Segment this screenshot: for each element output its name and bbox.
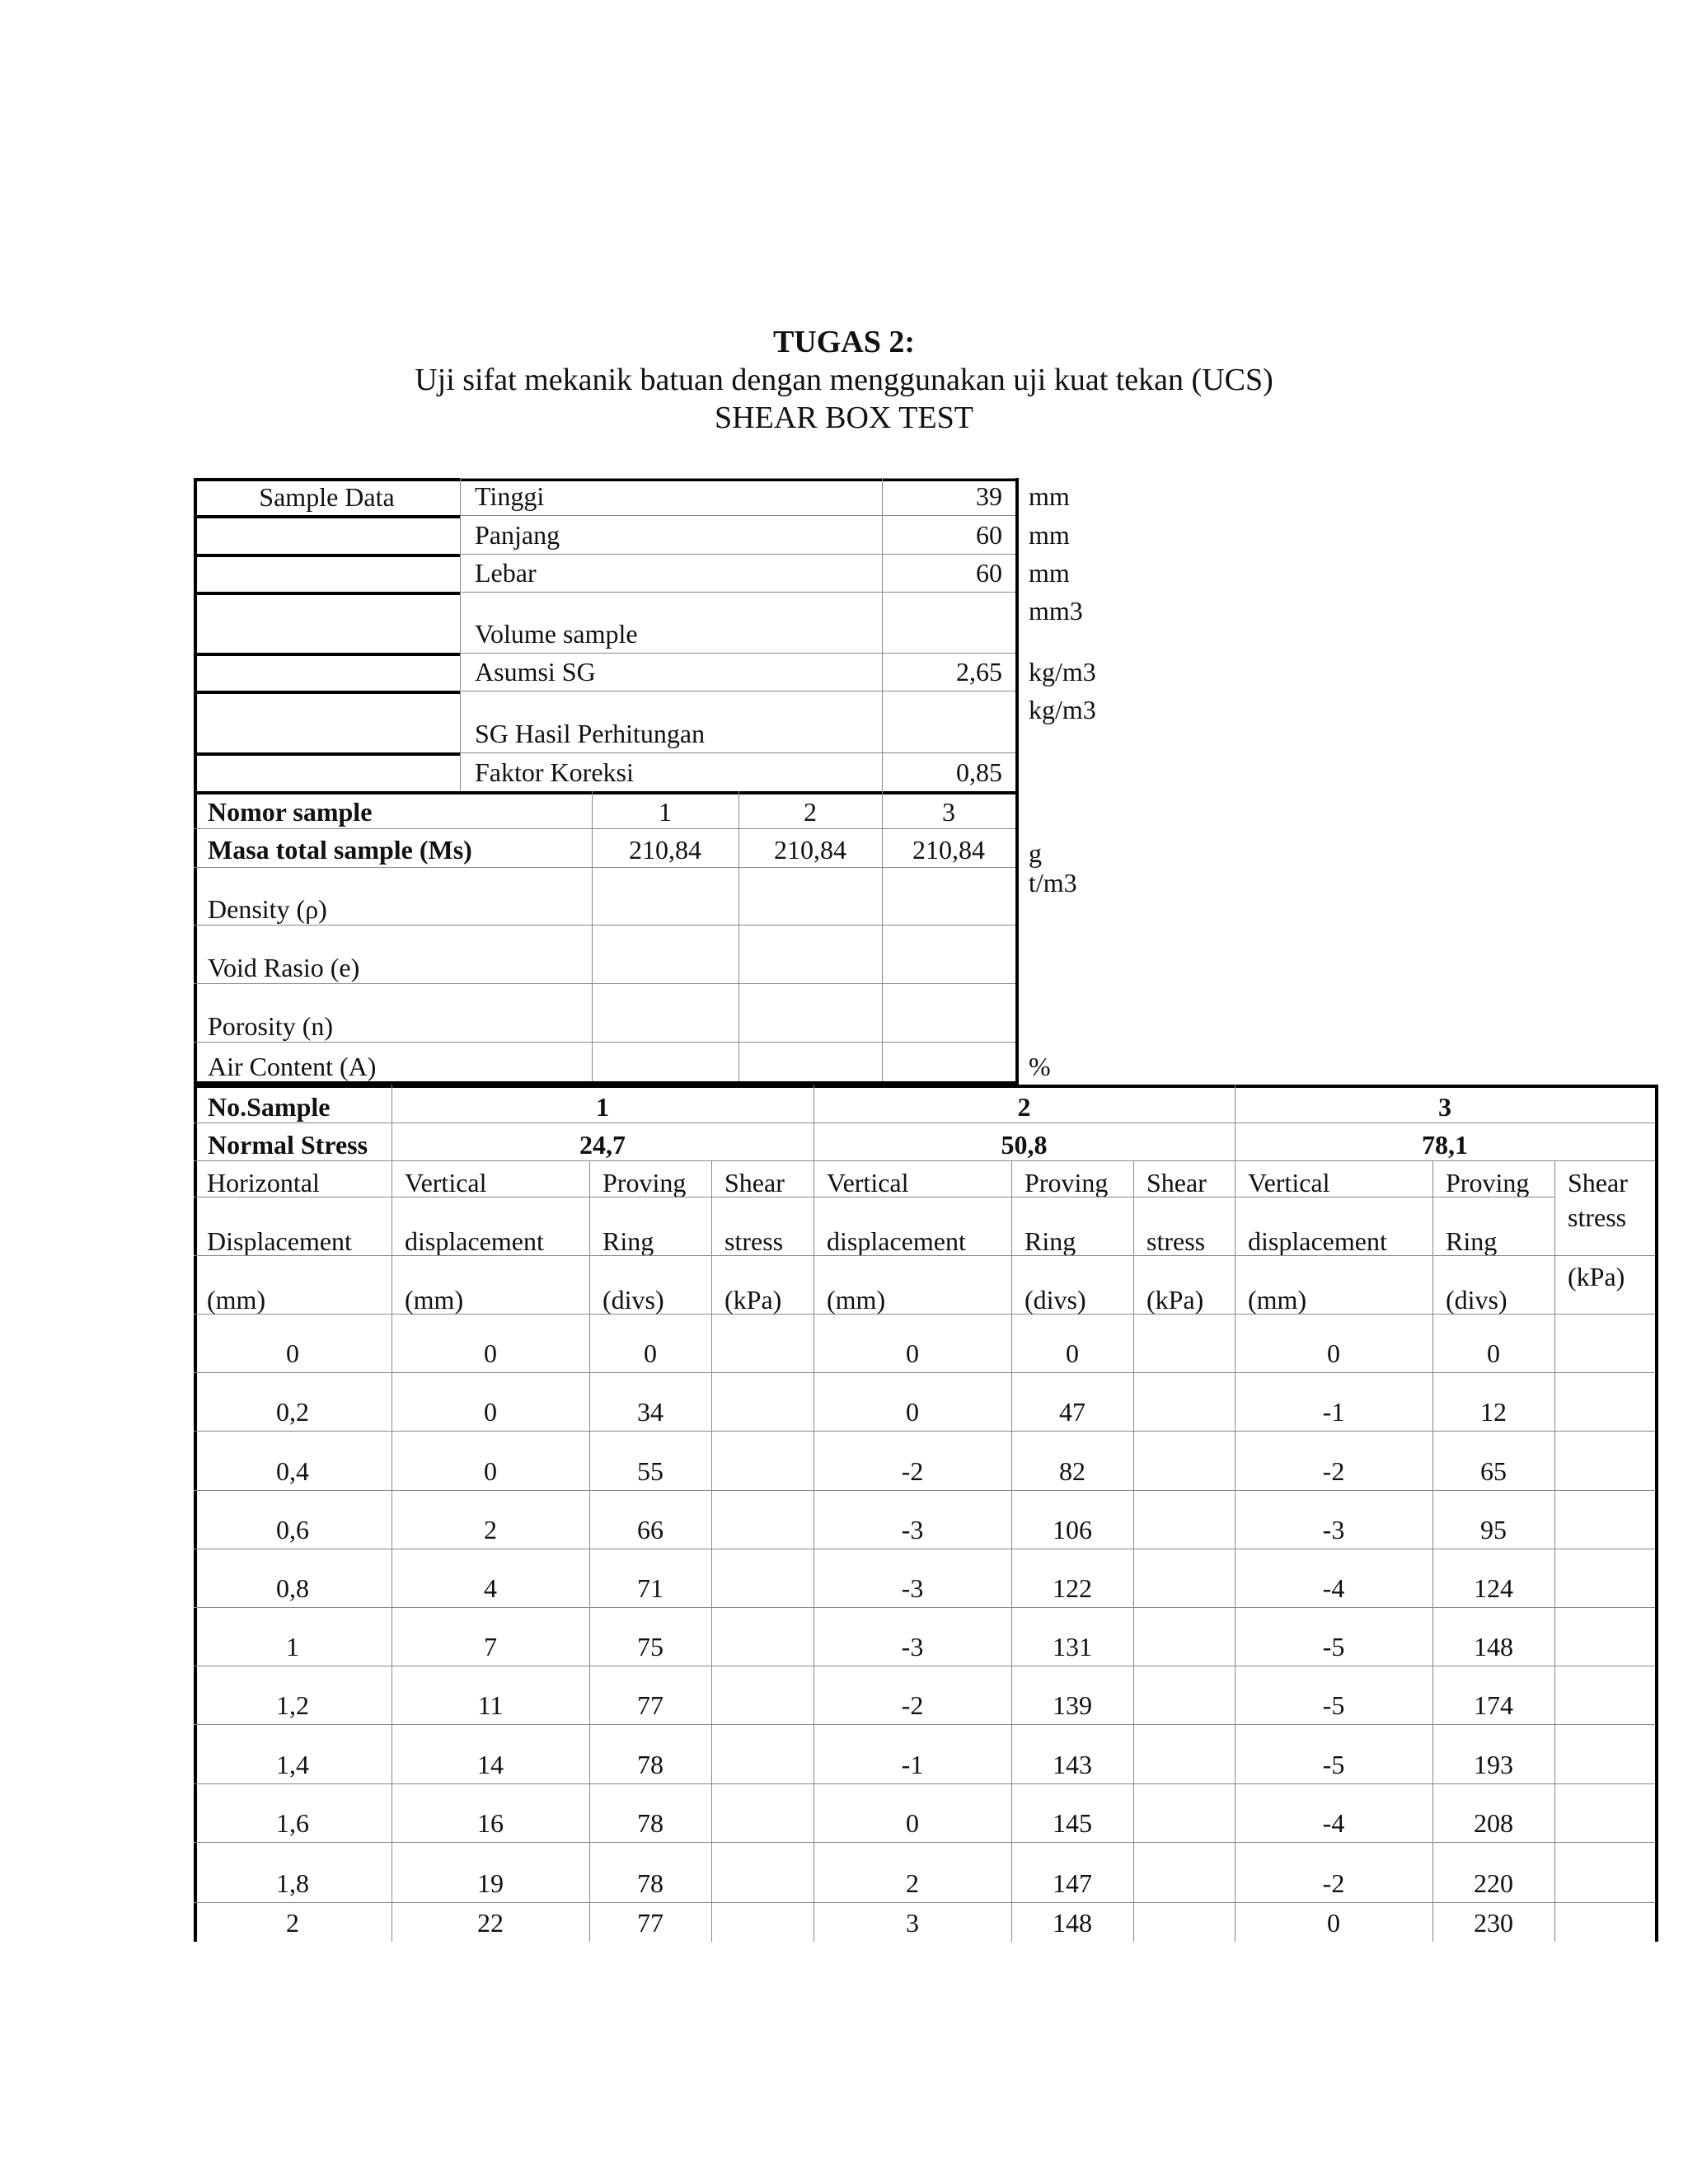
table-cell: 14 [477, 1749, 504, 1779]
row-border [194, 1842, 1655, 1843]
table-cell: 0 [1066, 1338, 1079, 1369]
sample-data-value: 60 [976, 520, 1002, 550]
table-cell: 16 [477, 1807, 504, 1838]
column-border [1554, 1160, 1555, 1942]
table-cell: 2 [906, 1868, 919, 1898]
row-border [1554, 1255, 1655, 1256]
table-cell: 122 [1053, 1573, 1092, 1603]
row-border [460, 592, 1015, 593]
row-border [194, 1160, 1655, 1161]
left-block-border [194, 653, 460, 656]
row-border [194, 1490, 1655, 1491]
table-cell: 0,8 [276, 1573, 309, 1603]
row-border [194, 1783, 1655, 1784]
table-cell: 77 [637, 1908, 663, 1938]
nomor-sample-label: Nomor sample [208, 797, 373, 827]
table-cell: -4 [1322, 1573, 1345, 1603]
sample-data-unit: mm [1029, 481, 1070, 511]
no-sample-label: No.Sample [208, 1092, 331, 1122]
table-cell: 147 [1053, 1868, 1092, 1898]
nomor-sample-value: 1 [659, 797, 672, 827]
table-cell: 0 [1327, 1908, 1340, 1938]
table-cell: 34 [637, 1397, 663, 1427]
table-cell: 145 [1053, 1807, 1092, 1838]
table-cell: 0 [1327, 1338, 1340, 1369]
sample-data-label: Volume sample [475, 619, 638, 649]
sample-data-label: Tinggi [475, 481, 545, 511]
column-header: Proving [1446, 1168, 1530, 1197]
table-cell: -2 [901, 1455, 924, 1486]
sample-data-label: Asumsi SG [475, 657, 596, 687]
column-header: stress [724, 1226, 784, 1256]
row-border [194, 867, 1015, 868]
table-cell: -3 [901, 1573, 924, 1603]
column-header: (kPa) [1146, 1285, 1204, 1315]
table-cell: 12 [1480, 1397, 1507, 1427]
nomor-sample-value: 2 [804, 797, 817, 827]
sample-data-unit: mm [1029, 520, 1070, 550]
table-cell: -2 [1322, 1455, 1345, 1486]
table-left-border [194, 478, 197, 791]
column-border [1133, 1160, 1134, 1942]
table-cell: -3 [1322, 1514, 1345, 1544]
table-cell: 1 [286, 1632, 299, 1662]
sample-data-label: Faktor Koreksi [475, 757, 634, 787]
table-left-border [194, 791, 197, 1081]
table-cell: 139 [1053, 1690, 1092, 1721]
table-cell: -2 [901, 1690, 924, 1721]
left-block-border [194, 515, 460, 518]
sample-data-unit: kg/m3 [1029, 657, 1096, 687]
masa-total-value: 210,84 [912, 835, 985, 865]
row-border [460, 752, 1015, 753]
table-cell: 208 [1474, 1807, 1513, 1838]
row-border [194, 1042, 1015, 1043]
masa-total-value: 210,84 [774, 835, 846, 865]
sample-data-value: 60 [976, 558, 1002, 588]
column-border [460, 478, 461, 791]
row-border [194, 925, 1015, 926]
sample-number: 3 [1438, 1092, 1451, 1122]
table-cell: 0 [1487, 1338, 1500, 1369]
table-cell: -1 [901, 1749, 924, 1779]
density-label: Density (ρ) [208, 894, 327, 924]
table-cell: 1,2 [276, 1690, 309, 1721]
void-ratio-label: Void Rasio (e) [208, 953, 360, 982]
row-border [460, 478, 1015, 479]
column-header: Horizontal [207, 1168, 320, 1197]
table-cell: 55 [637, 1455, 663, 1486]
row-border [194, 1902, 1655, 1903]
table-cell: 106 [1053, 1514, 1092, 1544]
sample-data-value: 2,65 [956, 657, 1002, 687]
column-header: Shear [724, 1168, 785, 1197]
table-cell: 131 [1053, 1632, 1092, 1662]
sample-number: 1 [596, 1092, 609, 1122]
table-cell: 0 [644, 1338, 657, 1369]
table-cell: 148 [1053, 1908, 1092, 1938]
row-border [194, 1607, 1655, 1608]
table-cell: 124 [1474, 1573, 1513, 1603]
sample-data-value: 39 [976, 481, 1002, 511]
table-cell: 0 [484, 1338, 497, 1369]
properties-top-border [194, 791, 1015, 794]
table-cell: 174 [1474, 1690, 1513, 1721]
sample-data-header: Sample Data [259, 482, 395, 512]
row-border [194, 1255, 1554, 1256]
column-header: (mm) [827, 1285, 886, 1315]
table-cell: 78 [637, 1749, 663, 1779]
table-cell: 11 [477, 1690, 504, 1721]
normal-stress-label: Normal Stress [208, 1130, 368, 1160]
column-header: Proving [603, 1168, 687, 1197]
table-cell: 230 [1474, 1908, 1513, 1938]
shear-right-border [1655, 1085, 1658, 1942]
table-cell: 1,8 [276, 1868, 309, 1898]
table-cell: 1,6 [276, 1807, 309, 1838]
table-cell: 0,4 [276, 1455, 309, 1486]
table-cell: 0,2 [276, 1397, 309, 1427]
left-block-border [194, 752, 460, 756]
column-header: (divs) [603, 1285, 664, 1315]
table-cell: 71 [637, 1573, 663, 1603]
table-cell: -3 [901, 1632, 924, 1662]
shear-top-border [194, 1085, 1655, 1088]
table-cell: 148 [1474, 1632, 1513, 1662]
table-cell: 7 [484, 1632, 497, 1662]
table-cell: 95 [1480, 1514, 1507, 1544]
table-cell: 4 [484, 1573, 497, 1603]
table-cell: 0,6 [276, 1514, 309, 1544]
sample-data-label: Panjang [475, 520, 560, 550]
sample-data-unit: mm3 [1029, 596, 1083, 626]
column-header: Proving [1025, 1168, 1109, 1197]
column-header: stress [1146, 1226, 1206, 1256]
density-unit: t/m3 [1029, 868, 1077, 898]
table-cell: 0 [484, 1397, 497, 1427]
table-cell: -5 [1322, 1690, 1345, 1721]
column-header: stress [1568, 1202, 1627, 1232]
table-cell: 0 [286, 1338, 299, 1369]
column-header: displacement [827, 1226, 966, 1256]
masa-unit: g [1029, 838, 1042, 868]
table-cell: -5 [1322, 1749, 1345, 1779]
table-cell: 0 [484, 1455, 497, 1486]
table-cell: 2 [286, 1908, 299, 1938]
table-cell: -4 [1322, 1807, 1345, 1838]
sample-data-value: 0,85 [956, 757, 1002, 787]
sample-number: 2 [1017, 1092, 1031, 1122]
row-border [194, 1122, 1655, 1123]
normal-stress-value: 78,1 [1422, 1130, 1468, 1160]
nomor-sample-value: 3 [942, 797, 955, 827]
column-header: displacement [1248, 1226, 1387, 1256]
sample-data-label: Lebar [475, 558, 537, 588]
column-header: (mm) [207, 1285, 266, 1315]
column-header: Ring [1025, 1226, 1076, 1256]
column-border [711, 1160, 712, 1942]
table-cell: 19 [477, 1868, 504, 1898]
test-name: SHEAR BOX TEST [715, 401, 973, 435]
column-header: (mm) [405, 1285, 464, 1315]
row-border [194, 1431, 1655, 1432]
masa-total-label: Masa total sample (Ms) [208, 835, 472, 865]
row-border [460, 515, 1015, 516]
column-header: Shear [1146, 1168, 1207, 1197]
left-block-border [194, 592, 460, 595]
row-border [460, 653, 1015, 654]
air-content-unit: % [1029, 1052, 1051, 1081]
row-border [194, 1724, 1655, 1725]
table-cell: 143 [1053, 1749, 1092, 1779]
table-cell: 66 [637, 1514, 663, 1544]
table-cell: 0 [906, 1338, 919, 1369]
column-header: Vertical [1248, 1168, 1330, 1197]
table-cell: 0 [906, 1807, 919, 1838]
row-border [194, 983, 1015, 984]
left-block-border [194, 554, 460, 557]
air-content-label: Air Content (A) [208, 1052, 377, 1081]
column-header: (kPa) [1568, 1262, 1625, 1291]
table-cell: 1,4 [276, 1749, 309, 1779]
table-cell: 75 [637, 1632, 663, 1662]
table-cell: 193 [1474, 1749, 1513, 1779]
table-cell: 220 [1474, 1868, 1513, 1898]
row-border [194, 1372, 1655, 1373]
column-header: Shear [1568, 1168, 1628, 1197]
normal-stress-value: 24,7 [579, 1130, 626, 1160]
sample-data-label: SG Hasil Perhitungan [475, 719, 706, 748]
normal-stress-value: 50,8 [1001, 1130, 1048, 1160]
table-cell: 77 [637, 1690, 663, 1721]
sample-data-unit: mm [1029, 558, 1070, 588]
column-header: Vertical [827, 1168, 909, 1197]
column-header: Ring [603, 1226, 654, 1256]
column-header: (divs) [1446, 1285, 1507, 1315]
table-cell: 3 [906, 1908, 919, 1938]
column-header: Displacement [207, 1226, 352, 1256]
masa-total-value: 210,84 [629, 835, 701, 865]
table-cell: -2 [1322, 1868, 1345, 1898]
title-block [0, 323, 1688, 437]
column-header: (mm) [1248, 1285, 1307, 1315]
sample-data-unit: kg/m3 [1029, 695, 1096, 724]
column-header: (kPa) [724, 1285, 782, 1315]
left-block-border [194, 691, 460, 694]
porosity-label: Porosity (n) [208, 1011, 333, 1041]
assignment-title: TUGAS 2: [772, 325, 916, 359]
table-cell: 22 [477, 1908, 504, 1938]
column-header: (divs) [1025, 1285, 1086, 1315]
table-cell: 2 [484, 1514, 497, 1544]
column-header: Ring [1446, 1226, 1498, 1256]
table-cell: 65 [1480, 1455, 1507, 1486]
column-header: displacement [405, 1226, 544, 1256]
table-cell: 78 [637, 1807, 663, 1838]
table-cell: 78 [637, 1868, 663, 1898]
table-cell: -3 [901, 1514, 924, 1544]
table-cell: -1 [1322, 1397, 1345, 1427]
row-border [460, 554, 1015, 555]
table-cell: 82 [1059, 1455, 1085, 1486]
column-header: Vertical [405, 1168, 487, 1197]
table-right-border [1015, 478, 1019, 1088]
table-cell: 47 [1059, 1397, 1085, 1427]
table-cell: 0 [906, 1397, 919, 1427]
test-subtitle: Uji sifat mekanik batuan dengan menggunakan uji kuat tekan (UCS) [415, 363, 1273, 397]
table-cell: -5 [1322, 1632, 1345, 1662]
row-border [194, 828, 1015, 829]
